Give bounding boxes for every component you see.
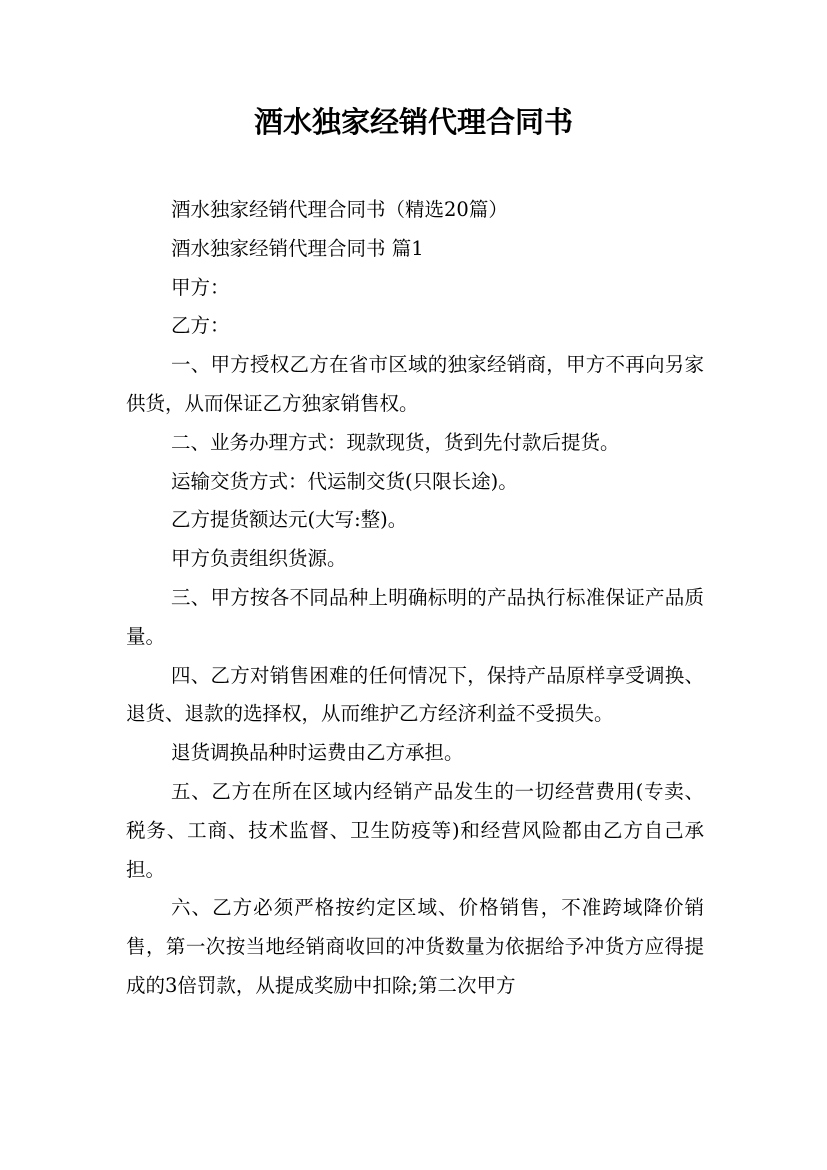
paragraph: 酒水独家经销代理合同书（精选20篇） [171, 198, 508, 221]
paragraph: 乙方： [171, 314, 230, 338]
paragraph: 退货调换品种时运费由乙方承担。 [171, 741, 464, 765]
document-body [126, 191, 704, 1006]
paragraph: 甲方： [171, 275, 230, 299]
paragraph: 四、乙方对销售困难的任何情况下，保持产品原样享受调换、退货、退款的选择权，从而维护乙方经济利益不受损失。 [126, 663, 704, 726]
paragraph: 六、乙方必须严格按约定区域、价格销售，不准跨域降价销售，第一次按当地经销商收回的冲货数量为依据给予冲货方应得提成的3倍罚款，从提成奖励中扣除;第二次甲方 [126, 896, 704, 997]
paragraph: 乙方提货额达元(大写:整)。 [171, 508, 408, 532]
paragraph: 甲方负责组织货源。 [171, 547, 347, 571]
paragraph: 运输交货方式：代运制交货(只限长途)。 [171, 469, 518, 493]
paragraph: 酒水独家经销代理合同书 篇1 [171, 236, 424, 260]
paragraph: 五、乙方在所在区域内经销产品发生的一切经营费用(专卖、税务、工商、技术监督、卫生防疫等)和经营风险都由乙方自己承担。 [126, 779, 704, 881]
document-title: 酒水独家经销代理合同书 [253, 105, 573, 139]
paragraph: 二、业务办理方式：现款现货，货到先付款后提货。 [171, 430, 620, 454]
paragraph: 一、甲方授权乙方在省市区域的独家经销商，甲方不再向另家供货，从而保证乙方独家销售权。 [126, 353, 704, 415]
paragraph: 三、甲方按各不同品种上明确标明的产品执行标准保证产品质量。 [126, 585, 704, 648]
